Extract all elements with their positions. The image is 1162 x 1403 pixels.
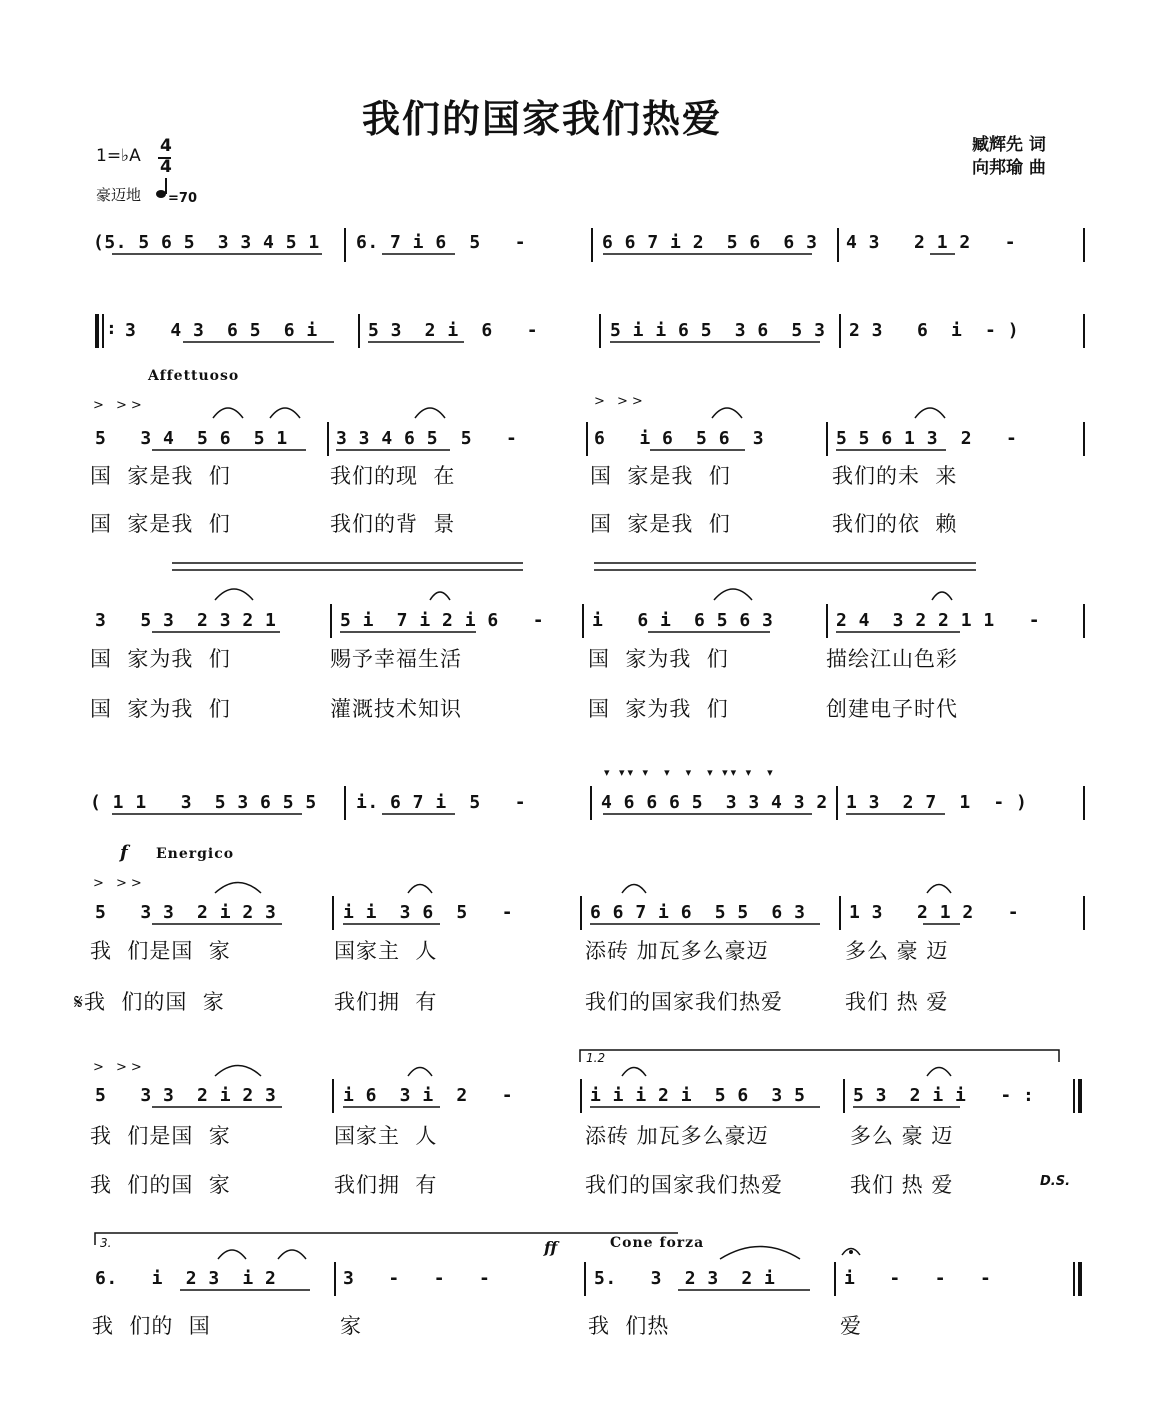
expression-affettuoso: Affettuoso: [148, 368, 240, 384]
system-2-measure-3: 5 i i 6 5 3 6 5 3: [610, 320, 826, 341]
system-4-measure-1: 3 5 3 2 3 2 1: [95, 610, 277, 631]
dynamic-fortissimo: ff: [544, 1238, 558, 1257]
system-6-measure-3: 6 6 7 i 6 5 5 6 3: [590, 902, 806, 923]
system-5-measure-4: 1 3 2 7 1 - ): [846, 792, 1028, 813]
slur: [714, 589, 752, 600]
system-6-measure-4: 1 3 2 1 2 -: [849, 902, 1020, 923]
accent-marks: > >>: [594, 394, 647, 409]
system-8-measure-1: 6. i 2 3 i 2: [95, 1268, 277, 1289]
slur: [712, 408, 742, 418]
system-1-measure-1: (5. 5 6 5 3 3 4 5 1: [93, 232, 320, 253]
slur: [622, 1068, 646, 1077]
slur: [218, 1250, 246, 1259]
lyric-verse2: 我们的依 赖: [832, 512, 958, 536]
accent-marks: > >>: [93, 876, 146, 891]
system-7-measure-2: i 6 3 i 2 -: [343, 1085, 514, 1106]
time-signature-top: 4: [160, 136, 172, 156]
system-4-measure-2: 5 i 7 i 2 i 6 -: [340, 610, 545, 631]
slur: [278, 1250, 306, 1259]
system-1-measure-4: 4 3 2 1 2 -: [846, 232, 1017, 253]
repeat-dots: :: [106, 318, 118, 339]
expression-cone-forza: Cone forza: [610, 1235, 705, 1251]
accent-marks: > >>: [93, 1060, 146, 1075]
system-7-measure-3: i i i 2 i 5 6 3 5: [590, 1085, 806, 1106]
system-3-measure-1: 5 3 4 5 6 5 1: [95, 428, 288, 449]
lyric-verse1: 赐予幸福生活: [330, 647, 462, 671]
slur: [720, 1247, 800, 1260]
system-1-measure-2: 6. 7 i 6 5 -: [356, 232, 527, 253]
slur: [430, 592, 450, 600]
slur: [927, 885, 951, 894]
lyric-verse1: 家: [340, 1314, 362, 1338]
system-1-measure-3: 6 6 7 i 2 5 6 6 3: [602, 232, 818, 253]
key-signature: 1=♭A: [96, 146, 141, 166]
lyric-verse1: 国家主 人: [334, 939, 438, 963]
song-title: 我们的国家我们热爱: [362, 96, 723, 141]
system-4-measure-3: i 6 i 6 5 6 3: [592, 610, 774, 631]
fermata-dot: [849, 1250, 853, 1254]
volta-bracket-1-2: [580, 1050, 1059, 1062]
dynamic-forte: f: [120, 842, 128, 863]
slur: [622, 885, 646, 894]
volta-3-label: 3.: [100, 1236, 112, 1250]
slur: [270, 408, 300, 418]
lyric-verse1: 爱: [840, 1314, 862, 1338]
staccato-marks: ▾ ▾▾ ▾ ▾ ▾ ▾ ▾▾ ▾ ▾: [604, 766, 776, 779]
lyric-verse2: 国 家是我 们: [90, 512, 231, 536]
slur: [927, 1068, 951, 1077]
slur: [215, 883, 261, 894]
expression-energico: Energico: [156, 846, 235, 862]
lyric-verse1: 国 家为我 们: [90, 647, 231, 671]
lyric-verse1: 描绘江山色彩: [826, 647, 958, 671]
dal-segno-mark: D.S.: [1040, 1174, 1071, 1189]
slur: [415, 408, 445, 418]
system-3-measure-2: 3 3 4 6 5 5 -: [336, 428, 518, 449]
system-3-measure-4: 5 5 6 1 3 2 -: [836, 428, 1018, 449]
system-2-measure-2: 5 3 2 i 6 -: [368, 320, 539, 341]
lyric-verse2: 国 家为我 们: [90, 697, 231, 721]
slur: [213, 408, 243, 418]
lyric-verse1: 国 家为我 们: [588, 647, 729, 671]
accent-marks: > >>: [93, 398, 146, 413]
lyric-verse2: 我们 热 爱: [850, 1173, 954, 1197]
lyric-verse1: 我们的未 来: [832, 464, 958, 488]
lyric-verse1: 多么 豪 迈: [845, 939, 949, 963]
slur: [215, 589, 253, 600]
volta-bracket-3: [95, 1233, 678, 1245]
lyric-verse1: 我 们是国 家: [90, 1124, 231, 1148]
lyricist-credit: 臧辉先 词: [972, 135, 1046, 155]
lyric-verse1: 国 家是我 们: [590, 464, 731, 488]
slur: [215, 1066, 261, 1077]
lyric-verse1: 我 们热: [588, 1314, 670, 1338]
slur: [915, 408, 945, 418]
lyric-verse1: 我 们的 国: [92, 1314, 211, 1338]
lyric-verse2: 我 们的国 家: [90, 1173, 231, 1197]
lyric-verse2: 我们的背 景: [330, 512, 456, 536]
composer-credit: 向邦瑜 曲: [972, 158, 1046, 178]
lyric-verse2: 我们的国家我们热爱: [585, 990, 783, 1014]
system-6-measure-2: i i 3 6 5 -: [343, 902, 514, 923]
slur: [932, 592, 952, 600]
system-5-measure-1: ( 1 1 3 5 3 6 5 5: [90, 792, 317, 813]
system-8-measure-2: 3 - - -: [343, 1268, 491, 1289]
system-5-measure-3: 4 6 6 6 5 3 3 4 3 2: [601, 792, 828, 813]
lyric-verse1: 国家主 人: [334, 1124, 438, 1148]
lyric-verse1: 我们的现 在: [330, 464, 456, 488]
slur: [408, 1068, 432, 1077]
time-signature-bottom: 4: [160, 157, 172, 177]
lyric-verse2: 我们的国家我们热爱: [585, 1173, 783, 1197]
lyric-verse2: 国 家为我 们: [588, 697, 729, 721]
system-3-measure-3: 6 i 6 5 6 3: [594, 428, 765, 449]
system-4-measure-4: 2 4 3 2 2 1 1 -: [836, 610, 1041, 631]
volta-1-2-label: 1.2: [586, 1051, 606, 1065]
lyric-verse1: 添砖 加瓦多么豪迈: [585, 1124, 769, 1148]
tempo-value: =70: [168, 191, 197, 206]
lyric-verse2: 国 家是我 们: [590, 512, 731, 536]
lyric-verse1: 添砖 加瓦多么豪迈: [585, 939, 769, 963]
lyric-verse1: 国 家是我 们: [90, 464, 231, 488]
slur: [408, 885, 432, 894]
system-6-measure-1: 5 3 3 2 i 2 3: [95, 902, 277, 923]
system-5-measure-2: i. 6 7 i 5 -: [356, 792, 527, 813]
tempo-marking: 豪迈地: [96, 186, 142, 204]
lyric-verse2: 我们拥 有: [334, 990, 438, 1014]
lyric-verse1: 我 们是国 家: [90, 939, 231, 963]
system-7-measure-1: 5 3 3 2 i 2 3: [95, 1085, 277, 1106]
lyric-verse2: 创建电子时代: [826, 697, 958, 721]
system-8-measure-4: i - - -: [844, 1268, 992, 1289]
system-2-measure-1: 3 4 3 6 5 6 i: [125, 320, 318, 341]
lyric-verse2: 我们拥 有: [334, 1173, 438, 1197]
lyric-verse1: 多么 豪 迈: [850, 1124, 954, 1148]
system-2-measure-4: 2 3 6 i - ): [849, 320, 1020, 341]
lyric-verse2: 𝄋我 们的国 家: [74, 990, 225, 1014]
system-8-measure-3: 5. 3 2 3 2 i: [594, 1268, 776, 1289]
lyric-verse2: 我们 热 爱: [845, 990, 949, 1014]
lyric-verse2: 灌溉技术知识: [330, 697, 462, 721]
system-7-measure-4: 5 3 2 i i - :: [853, 1085, 1035, 1106]
